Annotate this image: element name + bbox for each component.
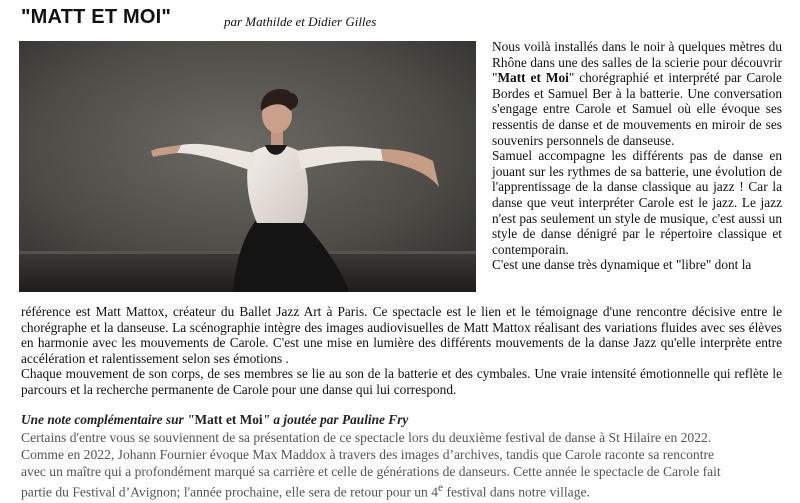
note-heading xyxy=(21,412,408,428)
right-column-text xyxy=(492,39,782,273)
paragraph-movement: Chaque mouvement de son corps, de ses membres se lie au son de la batterie et des cymbales. Une vraie intensité émotionnelle qui reflète le parcours et la recherche permanente de Carole pour une danse qui lui correspond. xyxy=(21,366,782,397)
note-heading-text-b: " a joutée par Pauline Fry xyxy=(262,412,409,427)
dancer-photo-icon xyxy=(19,41,476,292)
paragraph-intro-text-a: Nous voilà installés dans le noir à quelques mètres du Rhône dans une des salles de la scierie pour découvrir " xyxy=(492,39,782,86)
note-line-4-text-b: festival dans notre village. xyxy=(443,484,590,500)
note-heading-text-a: Une note complémentaire sur " xyxy=(21,412,195,427)
paragraph-intro xyxy=(492,39,782,148)
note-body xyxy=(21,429,782,501)
paragraph-jazz-rest: référence est Matt Mattox, créateur du Ballet Jazz Art à Paris. Ce spectacle est le lien et le témoignage d'une rencontre décisive entre le chorégraphe et la danseuse. La scénographie intègre des images audiovisuelles de Matt Mattox réalisant des variations fluides avec ses élèves en harmonie avec les mouvements de Carole. C'est une mise en lumière des différents mouvements de la danse Jazz qu'elle interprète entre accélération et ralentissement selon ses émotions . xyxy=(21,304,782,366)
show-title-bold: Matt et Moi xyxy=(497,70,569,86)
paragraph-samuel: Samuel accompagne les différents pas de danse en jouant sur les rythmes de sa batterie, une évolution de l'apprentissage de la danse classique au jazz ! Car la danse que veut interpréter Carole est le jazz. Le jazz n'est pas seulement un style de musique, c'est aussi un style de danse dénigré par le répertoire classique et contemporain. xyxy=(492,148,782,257)
note-line-3: avec un maître qui a profondément marqué sa carrière et celle de générations de danseurs. Cette année le spectacle de Carole fait xyxy=(21,464,721,479)
dancer-photo xyxy=(19,41,476,292)
title-row xyxy=(21,6,781,36)
article-title: "MATT ET MOI" xyxy=(21,6,172,28)
note-line-4-superscript: e xyxy=(438,482,444,494)
note-line-4 xyxy=(21,480,782,501)
note-heading-show-title: Matt et Moi xyxy=(194,412,263,427)
note-line-1: Certains d'entre vous se souviennent de sa présentation de ce spectacle lors du deuxième festival de danse à St Hilaire en 2022. xyxy=(21,430,712,445)
full-width-text xyxy=(21,304,782,398)
article-byline: par Mathilde et Didier Gilles xyxy=(224,14,377,29)
paragraph-jazz-start: C'est une danse très dynamique et "libre" dont la xyxy=(492,257,752,273)
note-line-4-text-a: partie du Festival d’Avignon; l'année prochaine, elle sera de retour pour un 4 xyxy=(21,484,439,500)
note-line-2: Comme en 2022, Johann Fournier évoque Max Maddox à travers des images d’archives, tandis que Carole raconte sa rencontre xyxy=(21,447,715,462)
paragraph-intro-text-b: " chorégraphié et interprété par Carole Bordes et Samuel Ber à la batterie. Une conversation s'engage entre Carole et Samuel où elle évoque ses ressentis de danse et de mouvements en miroir de ses souvenirs personnels de danseuse. xyxy=(492,70,782,148)
